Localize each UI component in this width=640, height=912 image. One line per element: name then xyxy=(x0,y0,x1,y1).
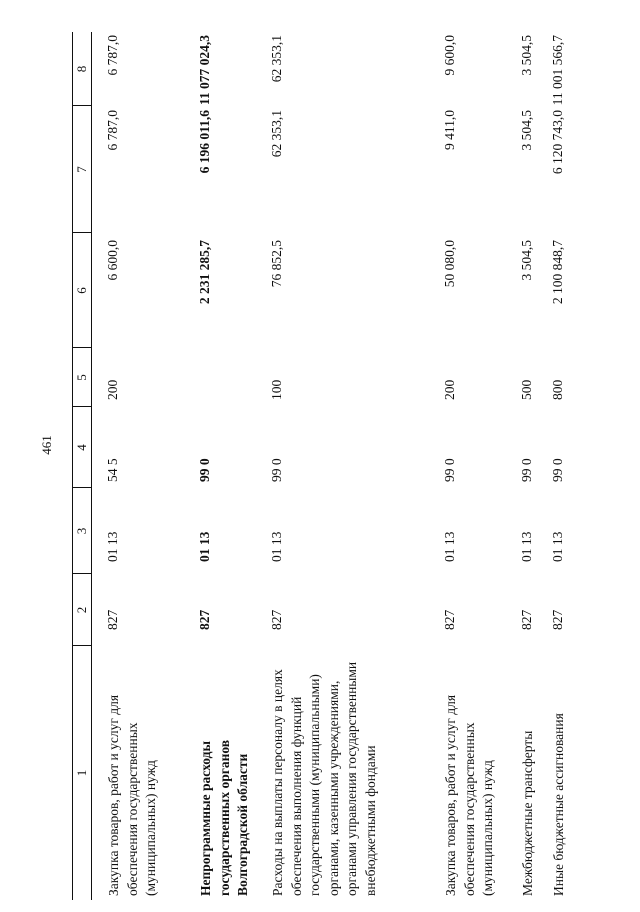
row-col2: 827 xyxy=(105,609,120,630)
row-col3: 01 13 xyxy=(197,531,212,562)
header-col-1: 1 xyxy=(74,769,89,777)
row-col6: 2 231 285,7 xyxy=(197,240,212,305)
header-col-7: 7 xyxy=(74,166,89,173)
row-name: Иные бюджетные ассигнования xyxy=(551,713,566,896)
row-col5: 500 xyxy=(519,379,534,400)
row-col8: 3 504,5 xyxy=(519,35,534,76)
header-col-8: 8 xyxy=(74,65,89,73)
row-name: Закупка товаров, работ и услуг для обеспечения государственных (муниципальных) нужд xyxy=(443,694,495,896)
row-col8: 6 787,0 xyxy=(105,35,120,76)
header-col-4: 4 xyxy=(74,444,89,451)
row-col4: 99 0 xyxy=(442,458,457,482)
row-col7: 6 787,0 xyxy=(105,110,120,151)
budget-table xyxy=(72,32,570,900)
row-col3: 01 13 xyxy=(442,531,457,562)
row-col7: 9 411,0 xyxy=(442,110,457,150)
row-col8: 11 077 024,3 xyxy=(197,35,212,106)
row-col3: 01 13 xyxy=(105,531,120,562)
row-col2: 827 xyxy=(197,609,212,630)
row-col4: 99 0 xyxy=(269,458,284,482)
header-bottom-border xyxy=(91,32,92,900)
row-col5: 200 xyxy=(442,379,457,400)
page-number: 461 xyxy=(39,435,54,455)
row-col6: 3 504,5 xyxy=(519,240,534,281)
row-col3: 01 13 xyxy=(269,531,284,562)
row-col2: 827 xyxy=(550,609,565,630)
row-col4: 99 0 xyxy=(519,458,534,482)
row-col5: 200 xyxy=(105,379,120,400)
row-col6: 6 600,0 xyxy=(105,240,120,281)
row-col2: 827 xyxy=(442,609,457,630)
row-col6: 2 100 848,7 xyxy=(550,240,565,305)
row-col2: 827 xyxy=(269,609,284,630)
row-col5: 800 xyxy=(550,379,565,400)
row-col6: 76 852,5 xyxy=(269,240,284,288)
row-col4: 54 5 xyxy=(105,458,120,482)
row-col4: 99 0 xyxy=(550,458,565,482)
row-col7: 6 120 743,0 xyxy=(550,110,565,175)
header-col-2: 2 xyxy=(74,606,89,614)
row-col8: 11 001 566,7 xyxy=(550,35,565,106)
row-col3: 01 13 xyxy=(519,531,534,562)
row-col8: 62 353,1 xyxy=(269,35,284,83)
row-col4: 99 0 xyxy=(197,458,212,482)
row-col7: 6 196 011,6 xyxy=(197,110,212,174)
header-col-6: 6 xyxy=(74,287,89,294)
header-col-5: 5 xyxy=(74,374,89,381)
row-col6: 50 080,0 xyxy=(442,240,457,288)
row-col7: 62 353,1 xyxy=(269,110,284,158)
row-col5: 100 xyxy=(269,379,284,400)
row-col3: 01 13 xyxy=(550,531,565,562)
row-col7: 3 504,5 xyxy=(519,110,534,151)
row-name: Расходы на выплаты персоналу в целях обеспечения выполнения функций государственными (муниципальными) органами, казенными учреждениями, органами управления государственными внебюджетными фондами xyxy=(270,661,378,896)
row-name: Межбюджетные трансферты xyxy=(520,730,535,896)
header-col-3: 3 xyxy=(74,527,89,535)
row-col2: 827 xyxy=(519,609,534,630)
row-name: Закупка товаров, работ и услуг для обеспечения государственных (муниципальных) нужд xyxy=(106,694,158,896)
row-name: Непрограммные расходы государственных органов Волгоградской области xyxy=(198,739,250,896)
row-col8: 9 600,0 xyxy=(442,35,457,76)
